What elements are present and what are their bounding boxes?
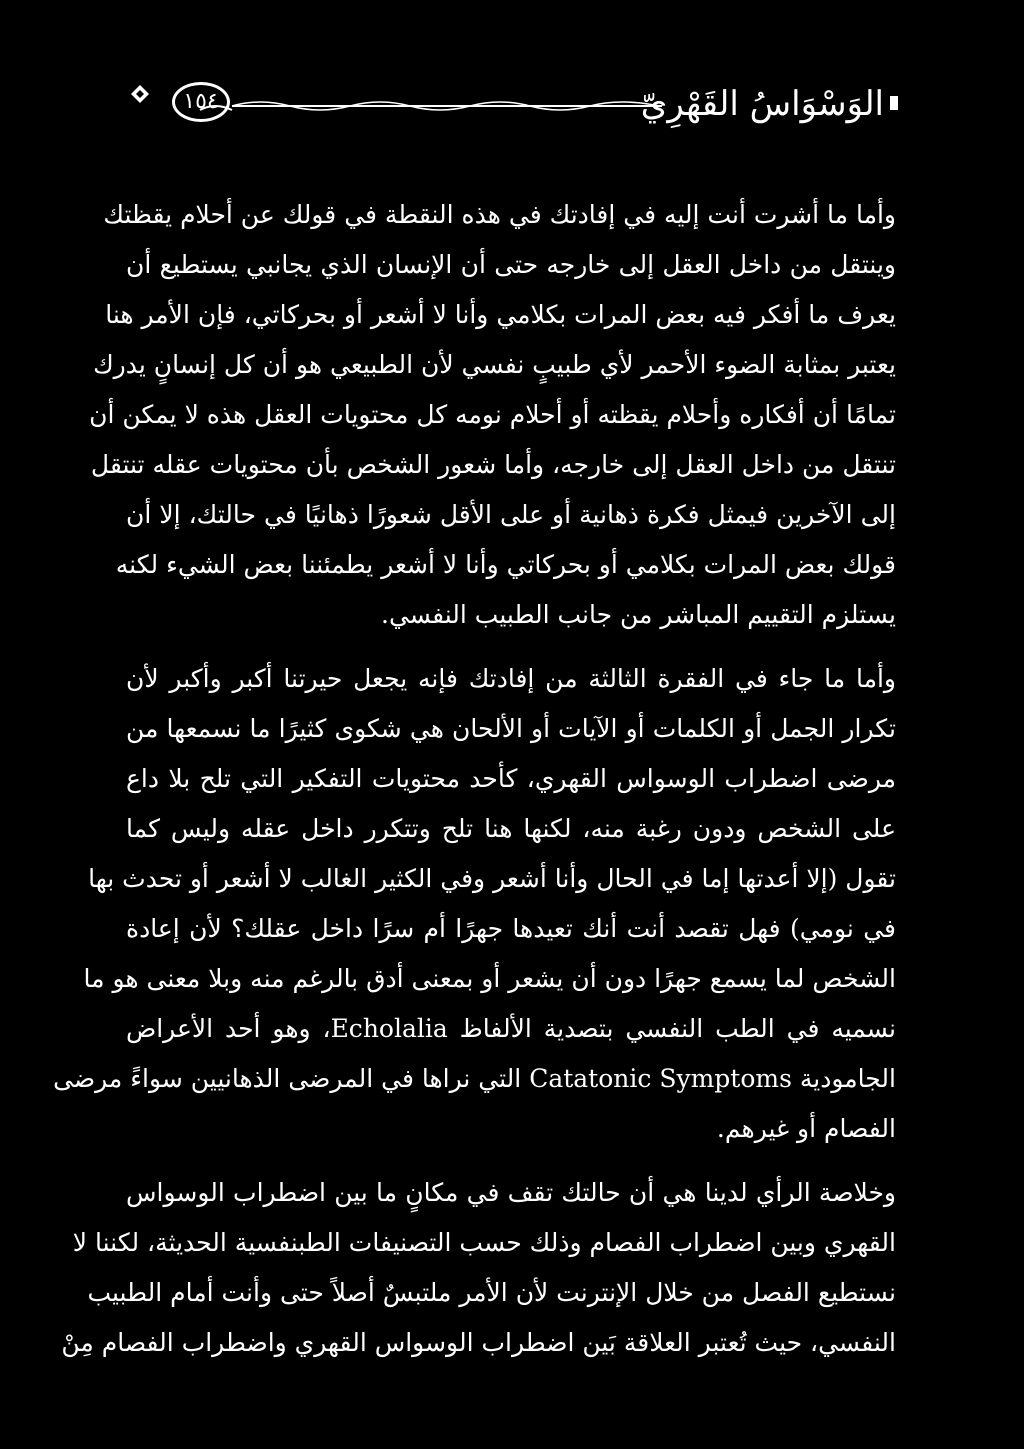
text-line: وأما ما جاء في الفقرة الثالثة من إفادتك فإنه يجعل حيرتنا أكبر وأكبر لأن — [126, 664, 896, 693]
paragraph — [53, 654, 896, 1154]
text-line: مرضى اضطراب الوسواس القهري، كأحد محتويات التفكير التي تلح بلا داع — [126, 764, 896, 793]
page-number-badge — [172, 82, 230, 122]
diamond-ornament-icon — [130, 84, 150, 104]
text-line: يعرف ما أفكر فيه بعض المرات بكلامي وأنا لا أشعر أو بحركاتي، فإن الأمر هنا — [105, 300, 896, 329]
text-line: وأما ما أشرت أنت إليه في إفادتك في هذه النقطة في قولك عن أحلام يقظتك — [103, 200, 896, 229]
page-number: ١٥٤ — [183, 89, 219, 114]
text-line: تكرار الجمل أو الكلمات أو الآيات أو الألحان هي شكوى كثيرًا ما نسمعها من — [126, 714, 896, 743]
text-line: تنتقل من داخل العقل إلى خارجه، وأما شعور الشخص بأن محتويات عقله تنتقل — [90, 450, 896, 479]
header-end-mark — [890, 96, 898, 110]
running-title: الوَسْوَاسُ القَهْرِيّ — [640, 84, 884, 124]
text-line: يعتبر بمثابة الضوء الأحمر لأي طبيبٍ نفسي لأن الطبيعي هو أن كل إنسانٍ يدرك — [93, 350, 896, 379]
body-text — [53, 190, 896, 1368]
text-line: نستطيع الفصل من خلال الإنترنت لأن الأمر ملتبسٌ أصلاً حتى وأنت أمام الطبيب — [87, 1278, 896, 1307]
text-line: الجامودية Catatonic Symptoms التي نراها في المرضى الذهانيين سواءً مرضى — [53, 1064, 896, 1093]
text-line: في نومي) فهل تقصد أنت أنك تعيدها جهرًا أم سرًا داخل عقلك؟ لأن إعادة — [126, 914, 896, 943]
paragraph — [61, 1168, 896, 1368]
text-line: القهري وبين اضطراب الفصام وذلك حسب التصنيفات الطبنفسية الحديثة، لكننا لا — [72, 1228, 896, 1257]
text-line: النفسي، حيث تُعتبر العلاقة بَين اضطراب الوسواس القهري واضطراب الفصام مِنْ — [61, 1328, 896, 1357]
page-header — [120, 80, 898, 128]
text-line: قولك بعض المرات بكلامي أو بحركاتي وأنا لا أشعر يطمئننا بعض الشيء لكنه — [115, 550, 896, 579]
text-line: وخلاصة الرأي لدينا هي أن حالتك تقف في مكانٍ ما بين اضطراب الوسواس — [126, 1178, 896, 1207]
text-line: إلى الآخرين فيمثل فكرة ذهانية أو على الأقل شعورًا ذهانيًا في حالتك، إلا أن — [126, 500, 896, 529]
text-line: وينتقل من داخل العقل إلى خارجه حتى أن الإنسان الذي يجانبي يستطيع أن — [126, 250, 896, 279]
text-line: الشخص لما يسمع جهرًا دون أن يشعر أو بمعنى أدق بالرغم منه وبلا معنى هو ما — [83, 964, 896, 993]
text-line: على الشخص ودون رغبة منه، لكنها هنا تلح وتتكرر داخل عقله وليس كما — [126, 814, 896, 843]
paragraph — [89, 190, 896, 640]
text-line: يستلزم التقييم المباشر من جانب الطبيب النفسي. — [381, 600, 896, 629]
text-line: الفصام أو غيرهم. — [716, 1114, 896, 1143]
text-line: نسميه في الطب النفسي بتصدية الألفاظ Echolalia، وهو أحد الأعراض — [126, 1014, 896, 1043]
text-line: تمامًا أن أفكاره وأحلام يقظته أو أحلام نومه كل محتويات العقل هذه لا يمكن أن — [89, 400, 896, 429]
text-line: تقول (إلا أعدتها إما في الحال وأنا أشعر وفي الكثير الغالب لا أشعر أو تحدث بها — [88, 864, 896, 893]
